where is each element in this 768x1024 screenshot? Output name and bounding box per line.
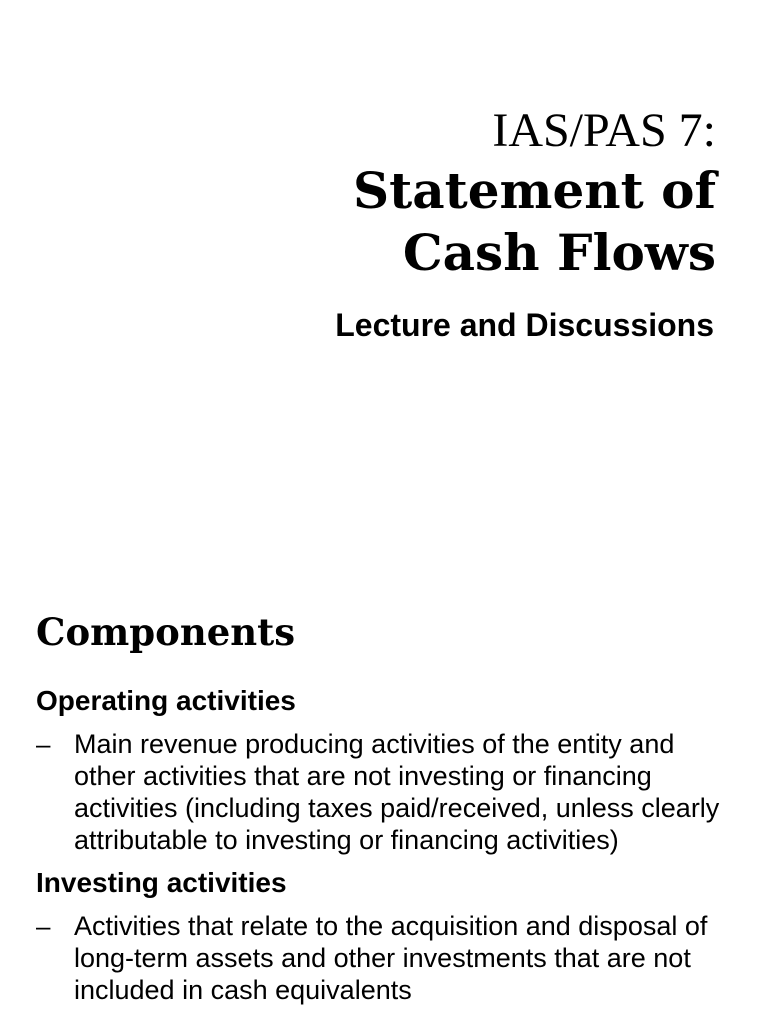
bullet-operating (36, 728, 736, 856)
bullet-investing (36, 910, 736, 1006)
title-block (353, 102, 716, 284)
components-slide (0, 560, 768, 1024)
slide-heading: Components (36, 610, 296, 654)
slide-content (36, 684, 736, 1016)
title-line-statement: Statement of (353, 161, 716, 220)
subtitle: Lecture and Discussions (335, 307, 714, 343)
bullet-text: Activities that relate to the acquisition and disposal of long-term assets and other investments that are not included in cash equivalents (74, 911, 708, 1005)
title-line-cash-flows: Cash Flows (402, 223, 716, 282)
bullet-text: Main revenue producing activities of the entity and other activities that are not investing or financing activities (including taxes paid/received, unless clearly attributable to investing or financing activities) (74, 729, 720, 855)
dash-bullet-icon: – (36, 729, 51, 759)
section-title-operating: Operating activities (36, 685, 296, 716)
dash-bullet-icon: – (36, 911, 51, 941)
standard-code: IAS/PAS 7: (492, 104, 716, 157)
section-title-investing: Investing activities (36, 867, 287, 898)
